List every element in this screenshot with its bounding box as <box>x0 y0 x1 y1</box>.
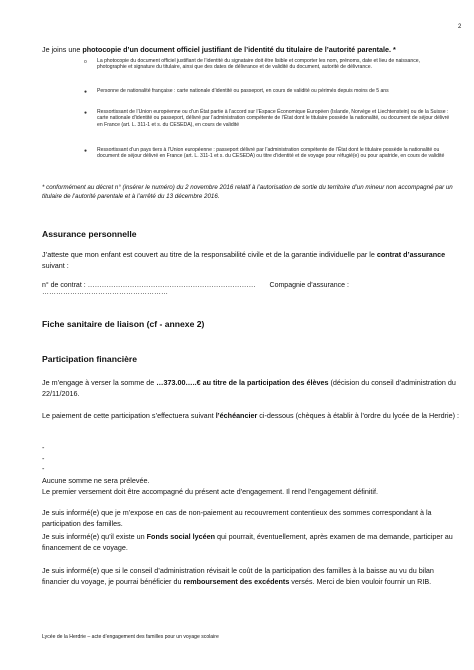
assurance-paragraph <box>42 249 462 271</box>
no-withdrawal-paragraph <box>42 475 462 497</box>
schedule-item: - <box>42 453 45 463</box>
heading-fiche-sanitaire: Fiche sanitaire de liaison (cf - annexe 2) <box>42 319 205 329</box>
p6-suffix: versés. Merci de bien vouloir fournir un RIB. <box>289 577 432 586</box>
intro-paragraph <box>42 45 462 54</box>
bullet-dot-icon: ● <box>84 148 88 154</box>
schedule-item: - <box>42 443 45 452</box>
heading-assurance: Assurance personnelle <box>42 229 137 239</box>
p5-suffix: qui pourrait, éventuellement, après examen de ma demande, participer au financement de ce voyage. <box>42 532 453 552</box>
p6-prefix: Je suis informé(e) que si le conseil d’administration révisait le coût de la participation des familles à la baisse au vu du bilan financier du voyage, je pourrai bénéficier du <box>42 566 434 586</box>
p1-bold: …373.00…..€ au titre de la participation des élèves <box>156 378 329 387</box>
sub-item-eu: Ressortissant de l’Union européenne ou d’un État partie à l’accord sur l’Espace Économique Européen (Islande, Norvège et Liechtenstein) ou de la Suisse : carte nationale d’identité ou passeport, délivré par l’administration compétente de l’État dont le titulaire possède la nationalité, ou document de séjour délivré en France (art. L. 311-1 et s. du CESEDA), en cours de validité <box>97 109 450 128</box>
refund-paragraph <box>42 565 462 587</box>
contract-line <box>42 282 462 296</box>
sub-item-third-country: Ressortissant d’un pays tiers à l’Union européenne : passeport délivré par l’administration compétente de l’État dont le titulaire possède la nationalité ou document de séjour délivré en France (art. L. 311-1 et s. du CESEDA) ou titre d’identité et de voyage pour réfugié(e) ou pour apatride, en cours de validité <box>97 147 445 160</box>
payment-schedule-paragraph <box>42 410 462 421</box>
p3-line2: Le premier versement doit être accompagné du présent acte d’engagement. Il rend l’engagement définitif. <box>42 487 379 496</box>
contract-number-field: n° de contrat : ……………………………………………………………… <box>42 282 256 289</box>
assurance-text-bold: contrat d’assurance <box>376 250 446 259</box>
social-fund-paragraph <box>42 531 462 553</box>
non-payment-paragraph: Je suis informé(e) que je m’expose en cas de non-paiement au recouvrement contentieux des sommes correspondant à la participation des familles. <box>42 508 432 528</box>
p1-suffix: (décision du conseil d’administration du 22/11/2016. <box>42 378 456 398</box>
bullet-o-icon: o <box>84 59 87 65</box>
page-footer: Lycée de la Herdrie – acte d’engagement des familles pour un voyage scolaire <box>42 634 219 640</box>
p6-bold: remboursement des excédents <box>183 577 290 586</box>
assurance-text-suffix: suivant : <box>42 261 69 270</box>
p2-suffix: ci-dessous (chèques à établir à l’ordre du lycée de la Herdrie) : <box>257 411 459 420</box>
insurance-company-field: Compagnie d’assurance : ……………………………………………… <box>42 282 349 296</box>
bullet-dot-icon: ● <box>84 110 88 116</box>
assurance-text-prefix: J’atteste que mon enfant est couvert au titre de la responsabilité civile et de la garantie individuelle par le <box>42 250 377 259</box>
intro-bold: photocopie d’un document officiel justifiant de l’identité du titulaire de l’autorité parentale. * <box>82 45 396 54</box>
p2-bold: l’échéancier <box>215 411 258 420</box>
p5-prefix: Je suis informé(e) qu’il existe un <box>42 532 147 541</box>
page-number: 2 <box>458 24 462 30</box>
schedule-list <box>42 443 44 475</box>
intro-prefix: Je joins une <box>42 45 83 54</box>
p3-line1: Aucune somme ne sera prélevée. <box>42 476 150 485</box>
decree-note: * conformément au décret n° (insérer le numéro) du 2 novembre 2016 relatif à l’autorisation de sortie du territoire d’un mineur non accompagné par un titulaire de l’autorité parentale et à l’arrêté du 13 décembre 2016. <box>42 184 453 200</box>
bullet-dot-icon: ● <box>84 89 88 95</box>
sub-item-document: La photocopie du document officiel justifiant de l’identité du signataire doit être lisible et comporter les nom, prénoms, date et lieu de naissance, photographie et signature du titulaire, ainsi que des dates de délivrance et de validité du document, autorité de délivrance. <box>97 58 420 71</box>
heading-participation: Participation financière <box>42 354 138 364</box>
p5-bold: Fonds social lycéen <box>146 532 215 541</box>
sub-item-french: Personne de nationalité française : carte nationale d’identité ou passeport, en cours de validité ou périmés depuis moins de 5 ans <box>97 88 389 94</box>
p1-prefix: Je m’engage à verser la somme de <box>42 378 157 387</box>
participation-amount-paragraph <box>42 377 462 399</box>
schedule-item: - <box>42 464 45 473</box>
p2-prefix: Le paiement de cette participation s’effectuera suivant <box>42 411 216 420</box>
